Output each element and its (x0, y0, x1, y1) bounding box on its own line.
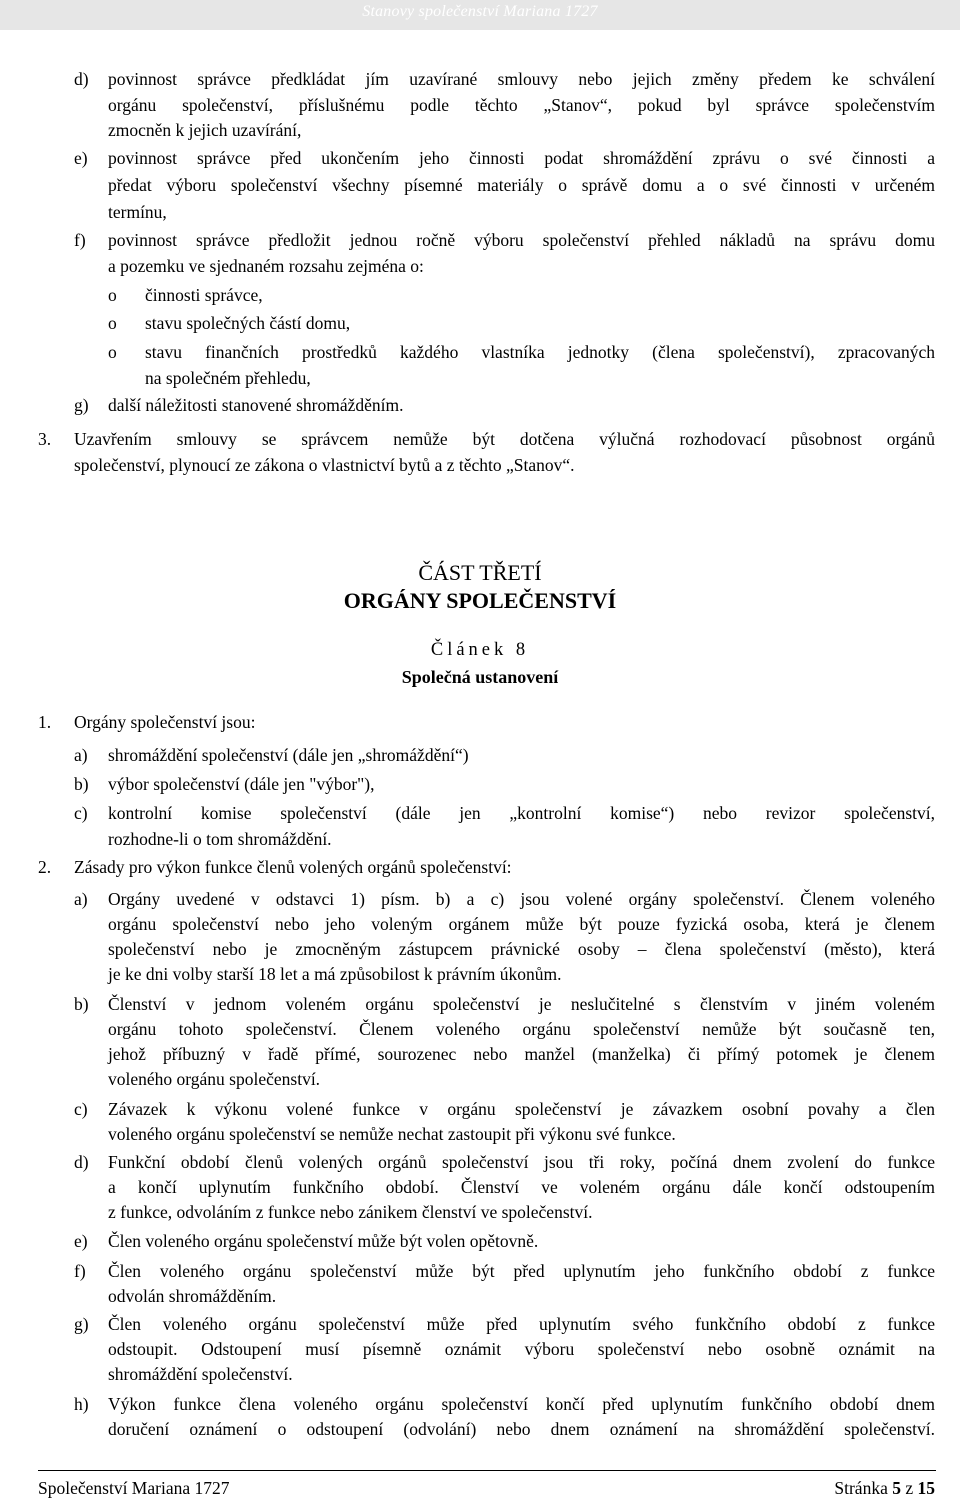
text-line: termínu, (108, 202, 167, 222)
page-of: z (905, 1478, 914, 1498)
text-line: povinnost správce předložit jednou ročně výboru společenství přehled nákladů na správu domu (108, 230, 935, 250)
text-line: Člen voleného orgánu společenství může být volen opětovně. (108, 1231, 539, 1251)
text-line: povinnost správce předkládat jím uzavírané smlouvy nebo jejich změny předem ke schválení (108, 69, 935, 89)
text-line: Výkon funkce člena voleného orgánu společenství končí před uplynutím funkčního období dnem (108, 1394, 935, 1414)
text-line: Uzavřením smlouvy se správcem nemůže být dotčena výlučná rozhodovací působnost orgánů (74, 429, 935, 449)
page-number (834, 1478, 935, 1498)
header-bar (0, 0, 960, 30)
text-line: a pozemku ve sjednaném rozsahu zejména o: (108, 256, 424, 276)
text-line: povinnost správce před ukončením jeho činnosti podat shromáždění zprávu o své činnosti a (108, 148, 935, 168)
text-line: stavu společných částí domu, (145, 313, 351, 333)
text-line: voleného orgánu společenství. (108, 1069, 321, 1089)
text-line: odstoupit. Odstoupení musí písemně oznámit výboru společenství nebo osobně oznámit na (108, 1339, 935, 1359)
text-line: shromáždění společenství. (108, 1364, 293, 1384)
text-line: z funkce, odvoláním z funkce nebo zánikem členství ve společenství. (108, 1202, 593, 1222)
bullet: o (108, 285, 117, 305)
text-line: společenství nebo je zmocněným zástupcem právnické osoby – člena společenství (město), která (108, 939, 935, 959)
item-label-e: e) (74, 148, 88, 168)
item-label-a: a) (74, 745, 88, 765)
text-line: Orgány společenství jsou: (74, 712, 256, 732)
text-line: Člen voleného orgánu společenství může před uplynutím svého funkčního období z funkce (108, 1314, 935, 1334)
text-line: zmocněn k jejich uzavírání, (108, 120, 302, 140)
bullet: o (108, 313, 117, 333)
text-line: a končí uplynutím funkčního období. Členství ve voleném orgánu dále končí odstoupením (108, 1177, 935, 1197)
paragraph-number: 1. (38, 712, 52, 732)
text-line: voleného orgánu společenství se nemůže nechat zastoupit při výkonu své funkce. (108, 1124, 676, 1144)
text-line: Orgány uvedené v odstavci 1) písm. b) a c) jsou volené orgány společenství. Členem voleného (108, 889, 935, 909)
text-line: činnosti správce, (145, 285, 263, 305)
text-line: orgánu společenství nebo jeho voleným orgánem může být pouze fyzická osoba, která je členem (108, 914, 935, 934)
text-line: jehož příbuzný v řadě přímé, sourozenec nebo manžel (manželka) či přímý potomek je členem (108, 1044, 935, 1064)
text-line: stavu finančních prostředků každého vlastníka jednotky (člena společenství), zpracovaných (145, 342, 935, 362)
text-line: doručení oznámení o odstoupení (odvolání) nebo dnem oznámení na shromáždění společenství. (108, 1419, 935, 1439)
item-label-c: c) (74, 803, 88, 823)
text-line: další náležitosti stanovené shromážděním. (108, 395, 404, 415)
item-label-f: f) (74, 230, 86, 250)
item-label-a: a) (74, 889, 88, 909)
item-label-c: c) (74, 1099, 88, 1119)
bullet: o (108, 342, 117, 362)
article-heading: Článek 8 (430, 640, 530, 660)
text-line: je ke dni volby starší 18 let a má způsobilost k právním úkonům. (108, 964, 562, 984)
text-line: odvolán shromážděním. (108, 1286, 277, 1306)
text-line: předat výboru společenství všechny písemné materiály o správě domu a o své činnosti v určeném (108, 175, 935, 195)
text-line: Závazek k výkonu volené funkce v orgánu společenství je závazkem osobní povahy a člen (108, 1099, 935, 1119)
item-label-f: f) (74, 1261, 86, 1281)
total-pages: 15 (917, 1478, 935, 1498)
header-title: Stanovy společenství Mariana 1727 (362, 3, 598, 20)
item-label-g: g) (74, 395, 89, 415)
item-label-d: d) (74, 69, 89, 89)
text-line: výbor společenství (dále jen "výbor"), (108, 774, 375, 794)
text-line: Člen voleného orgánu společenství může být před uplynutím jeho funkčního období z funkce (108, 1261, 935, 1281)
item-label-b: b) (74, 994, 89, 1014)
text-line: rozhodne-li o tom shromáždění. (108, 829, 332, 849)
paragraph-number: 2. (38, 857, 52, 877)
text-line: Funkční období členů volených orgánů společenství jsou tři roky, počíná dnem zvolení do funkce (108, 1152, 935, 1172)
text-line: Zásady pro výkon funkce členů volených orgánů společenství: (74, 857, 512, 877)
article-title: Společná ustanovení (401, 667, 559, 687)
item-label-h: h) (74, 1394, 89, 1414)
page-label: Stránka (834, 1478, 888, 1498)
text-line: orgánu tohoto společenství. Členem voleného orgánu společenství nemůže být současně ten, (108, 1019, 935, 1039)
text-line: na společném přehledu, (145, 368, 311, 388)
text-line: Členství v jednom voleném orgánu společenství je neslučitelné s členstvím v jiném voleném (108, 994, 935, 1014)
footer-divider (38, 1470, 936, 1471)
text-line: shromáždění společenství (dále jen „shromáždění“) (108, 745, 469, 765)
item-label-e: e) (74, 1231, 88, 1251)
text-line: orgánu společenství, příslušnému podle těchto „Stanov“, pokud byl správce společenstvím (108, 95, 935, 115)
text-line: kontrolní komise společenství (dále jen „kontrolní komise“) nebo revizor společenství, (108, 803, 935, 823)
part-title: ORGÁNY SPOLEČENSTVÍ (343, 588, 617, 613)
item-label-b: b) (74, 774, 89, 794)
current-page: 5 (892, 1478, 901, 1498)
item-label-d: d) (74, 1152, 89, 1172)
text-line: společenství, plynoucí ze zákona o vlastnictví bytů a z těchto „Stanov“. (74, 455, 575, 475)
item-label-g: g) (74, 1314, 89, 1334)
footer-left: Společenství Mariana 1727 (38, 1478, 230, 1498)
part-heading: ČÁST TŘETÍ (418, 560, 542, 585)
paragraph-number: 3. (38, 429, 52, 449)
